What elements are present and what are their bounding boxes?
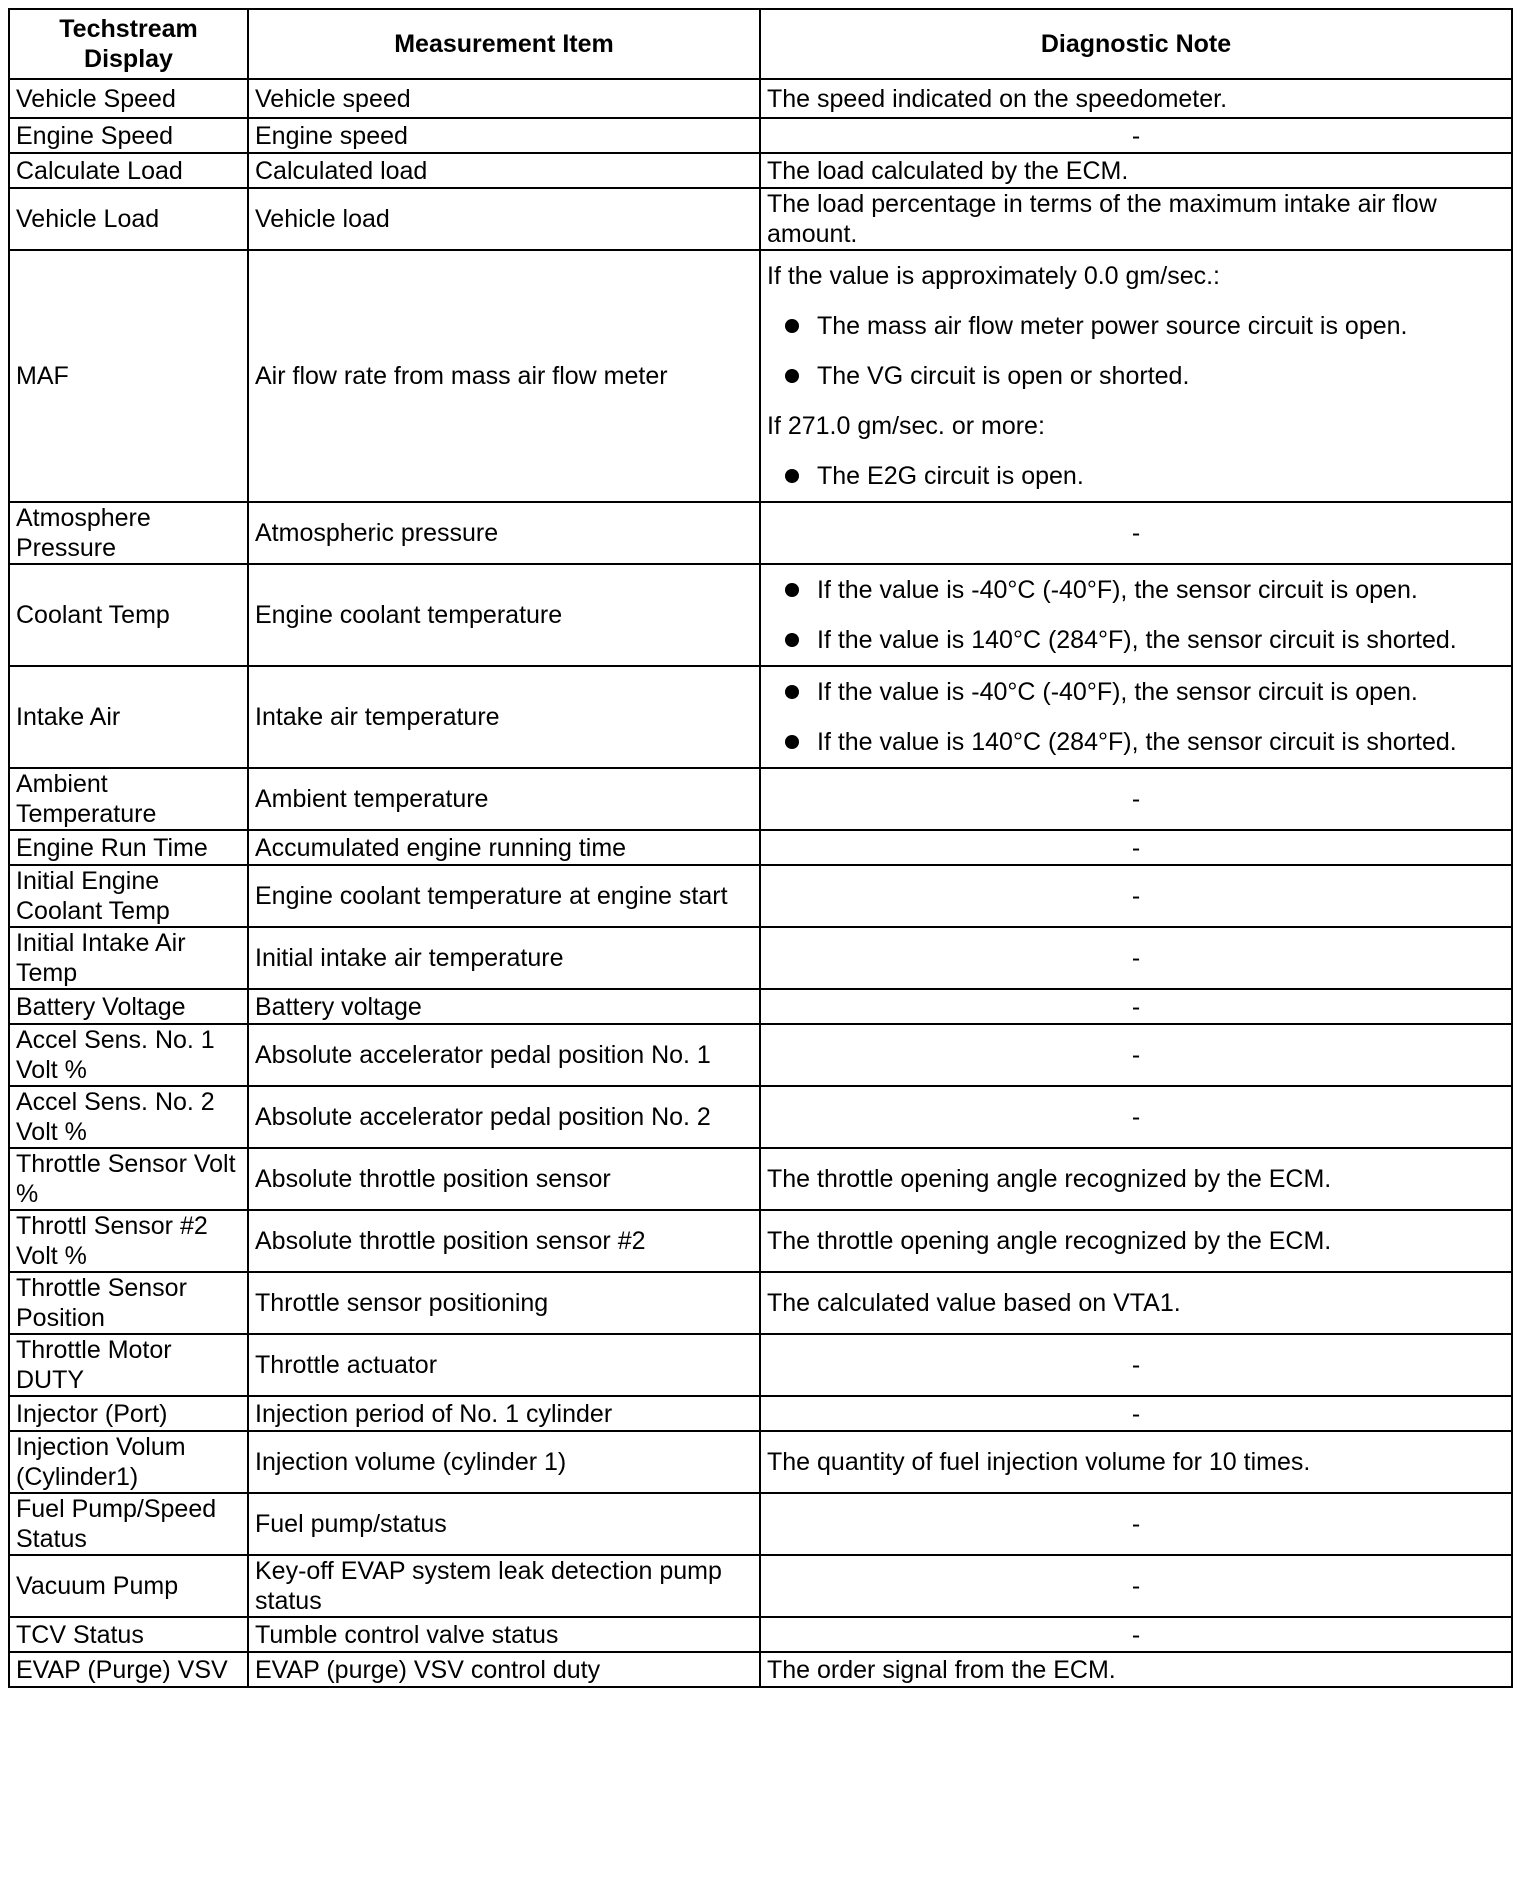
table-body xyxy=(9,79,1512,1687)
note-bullet-list xyxy=(767,301,1505,401)
bullet-dot-icon xyxy=(785,319,799,333)
table-row xyxy=(9,502,1512,564)
cell-techstream-display: Engine Speed xyxy=(9,118,248,153)
table-row xyxy=(9,1148,1512,1210)
cell-diagnostic-note: - xyxy=(760,1493,1512,1555)
note-bullet-text: The VG circuit is open or shorted. xyxy=(817,362,1190,390)
cell-diagnostic-note: - xyxy=(760,830,1512,865)
cell-diagnostic-note xyxy=(760,564,1512,666)
note-bullet-item xyxy=(767,667,1505,717)
cell-diagnostic-note: The order signal from the ECM. xyxy=(760,1652,1512,1687)
cell-techstream-display: MAF xyxy=(9,250,248,502)
note-bullet-text: The E2G circuit is open. xyxy=(817,462,1084,490)
table-row xyxy=(9,1555,1512,1617)
bullet-dot-icon xyxy=(785,735,799,749)
cell-techstream-display: Vehicle Load xyxy=(9,188,248,250)
cell-techstream-display: Ambient Temperature xyxy=(9,768,248,830)
table-row xyxy=(9,1396,1512,1431)
note-bullet-list xyxy=(767,451,1505,501)
cell-techstream-display: Throttle Sensor Position xyxy=(9,1272,248,1334)
header-diagnostic-note: Diagnostic Note xyxy=(760,9,1512,79)
cell-diagnostic-note: - xyxy=(760,1617,1512,1652)
cell-measurement-item: Initial intake air temperature xyxy=(248,927,760,989)
cell-techstream-display: Initial Engine Coolant Temp xyxy=(9,865,248,927)
cell-techstream-display: Atmosphere Pressure xyxy=(9,502,248,564)
bullet-dot-icon xyxy=(785,369,799,383)
table-row xyxy=(9,1617,1512,1652)
cell-techstream-display: Engine Run Time xyxy=(9,830,248,865)
cell-diagnostic-note: - xyxy=(760,1396,1512,1431)
cell-measurement-item: Vehicle speed xyxy=(248,79,760,118)
table-row xyxy=(9,927,1512,989)
cell-techstream-display: Calculate Load xyxy=(9,153,248,188)
table-row xyxy=(9,989,1512,1024)
cell-measurement-item: Calculated load xyxy=(248,153,760,188)
note-bullet-text: If the value is 140°C (284°F), the sensor circuit is shorted. xyxy=(817,626,1457,654)
note-text: If the value is approximately 0.0 gm/sec.: xyxy=(767,262,1220,290)
cell-diagnostic-note xyxy=(760,666,1512,768)
note-bullet-list xyxy=(767,667,1505,767)
table-row xyxy=(9,1024,1512,1086)
cell-techstream-display: Throttle Sensor Volt % xyxy=(9,1148,248,1210)
note-bullet-text: The mass air flow meter power source circuit is open. xyxy=(817,312,1408,340)
note-bullet-text: If the value is 140°C (284°F), the sensor circuit is shorted. xyxy=(817,728,1457,756)
table-row xyxy=(9,1272,1512,1334)
cell-techstream-display: Throttl Sensor #2 Volt % xyxy=(9,1210,248,1272)
cell-techstream-display: Vehicle Speed xyxy=(9,79,248,118)
table-row xyxy=(9,153,1512,188)
cell-techstream-display: Intake Air xyxy=(9,666,248,768)
cell-techstream-display: Coolant Temp xyxy=(9,564,248,666)
cell-measurement-item: Throttle sensor positioning xyxy=(248,1272,760,1334)
note-text: If 271.0 gm/sec. or more: xyxy=(767,412,1045,440)
table-row xyxy=(9,830,1512,865)
cell-diagnostic-note: - xyxy=(760,865,1512,927)
cell-measurement-item: Injection volume (cylinder 1) xyxy=(248,1431,760,1493)
table-row xyxy=(9,768,1512,830)
table-row xyxy=(9,564,1512,666)
table-row xyxy=(9,118,1512,153)
cell-diagnostic-note: The throttle opening angle recognized by the ECM. xyxy=(760,1148,1512,1210)
header-measurement-item: Measurement Item xyxy=(248,9,760,79)
cell-measurement-item: Absolute throttle position sensor xyxy=(248,1148,760,1210)
cell-measurement-item: Tumble control valve status xyxy=(248,1617,760,1652)
cell-measurement-item: Intake air temperature xyxy=(248,666,760,768)
cell-diagnostic-note: - xyxy=(760,989,1512,1024)
cell-measurement-item: Atmospheric pressure xyxy=(248,502,760,564)
cell-diagnostic-note: - xyxy=(760,927,1512,989)
cell-techstream-display: Vacuum Pump xyxy=(9,1555,248,1617)
cell-diagnostic-note: The load calculated by the ECM. xyxy=(760,153,1512,188)
cell-diagnostic-note: The load percentage in terms of the maximum intake air flow amount. xyxy=(760,188,1512,250)
note-bullet-text: If the value is -40°C (-40°F), the sensor circuit is open. xyxy=(817,678,1418,706)
cell-measurement-item: Injection period of No. 1 cylinder xyxy=(248,1396,760,1431)
cell-measurement-item: Engine coolant temperature at engine start xyxy=(248,865,760,927)
table-row xyxy=(9,250,1512,502)
cell-diagnostic-note: - xyxy=(760,1555,1512,1617)
note-bullet-item xyxy=(767,565,1505,615)
cell-diagnostic-note: - xyxy=(760,1334,1512,1396)
cell-measurement-item: Absolute throttle position sensor #2 xyxy=(248,1210,760,1272)
cell-diagnostic-note: - xyxy=(760,1086,1512,1148)
table-row xyxy=(9,1210,1512,1272)
cell-techstream-display: Injection Volum (Cylinder1) xyxy=(9,1431,248,1493)
data-list-table xyxy=(8,8,1513,1688)
table-row xyxy=(9,666,1512,768)
table-row xyxy=(9,865,1512,927)
cell-techstream-display: Fuel Pump/Speed Status xyxy=(9,1493,248,1555)
cell-techstream-display: TCV Status xyxy=(9,1617,248,1652)
bullet-dot-icon xyxy=(785,583,799,597)
cell-diagnostic-note: The speed indicated on the speedometer. xyxy=(760,79,1512,118)
cell-techstream-display: Initial Intake Air Temp xyxy=(9,927,248,989)
note-bullet-item xyxy=(767,717,1505,767)
note-bullet-item xyxy=(767,615,1505,665)
cell-measurement-item: Engine coolant temperature xyxy=(248,564,760,666)
cell-techstream-display: EVAP (Purge) VSV xyxy=(9,1652,248,1687)
note-bullet-list xyxy=(767,565,1505,665)
cell-measurement-item: Air flow rate from mass air flow meter xyxy=(248,250,760,502)
bullet-dot-icon xyxy=(785,685,799,699)
table-row xyxy=(9,79,1512,118)
cell-diagnostic-note xyxy=(760,250,1512,502)
header-row xyxy=(9,9,1512,79)
cell-techstream-display: Battery Voltage xyxy=(9,989,248,1024)
bullet-dot-icon xyxy=(785,469,799,483)
cell-diagnostic-note: The quantity of fuel injection volume for 10 times. xyxy=(760,1431,1512,1493)
cell-measurement-item: EVAP (purge) VSV control duty xyxy=(248,1652,760,1687)
table-row xyxy=(9,1334,1512,1396)
cell-diagnostic-note: - xyxy=(760,502,1512,564)
cell-techstream-display: Accel Sens. No. 1 Volt % xyxy=(9,1024,248,1086)
cell-diagnostic-note: - xyxy=(760,1024,1512,1086)
cell-measurement-item: Absolute accelerator pedal position No. 1 xyxy=(248,1024,760,1086)
cell-techstream-display: Throttle Motor DUTY xyxy=(9,1334,248,1396)
note-bullet-item xyxy=(767,351,1505,401)
header-techstream-display: Techstream Display xyxy=(9,9,248,79)
cell-techstream-display: Accel Sens. No. 2 Volt % xyxy=(9,1086,248,1148)
cell-techstream-display: Injector (Port) xyxy=(9,1396,248,1431)
bullet-dot-icon xyxy=(785,633,799,647)
cell-diagnostic-note: The throttle opening angle recognized by the ECM. xyxy=(760,1210,1512,1272)
cell-diagnostic-note: The calculated value based on VTA1. xyxy=(760,1272,1512,1334)
table-row xyxy=(9,1652,1512,1687)
table-row xyxy=(9,188,1512,250)
cell-measurement-item: Absolute accelerator pedal position No. 2 xyxy=(248,1086,760,1148)
note-bullet-item xyxy=(767,301,1505,351)
cell-measurement-item: Fuel pump/status xyxy=(248,1493,760,1555)
cell-diagnostic-note: - xyxy=(760,118,1512,153)
cell-measurement-item: Battery voltage xyxy=(248,989,760,1024)
cell-measurement-item: Vehicle load xyxy=(248,188,760,250)
note-bullet-text: If the value is -40°C (-40°F), the sensor circuit is open. xyxy=(817,576,1418,604)
cell-measurement-item: Accumulated engine running time xyxy=(248,830,760,865)
cell-measurement-item: Engine speed xyxy=(248,118,760,153)
cell-measurement-item: Key-off EVAP system leak detection pump status xyxy=(248,1555,760,1617)
note-bullet-item xyxy=(767,451,1505,501)
cell-measurement-item: Ambient temperature xyxy=(248,768,760,830)
table-row xyxy=(9,1493,1512,1555)
table-header xyxy=(9,9,1512,79)
table-row xyxy=(9,1431,1512,1493)
table-row xyxy=(9,1086,1512,1148)
cell-diagnostic-note: - xyxy=(760,768,1512,830)
cell-measurement-item: Throttle actuator xyxy=(248,1334,760,1396)
